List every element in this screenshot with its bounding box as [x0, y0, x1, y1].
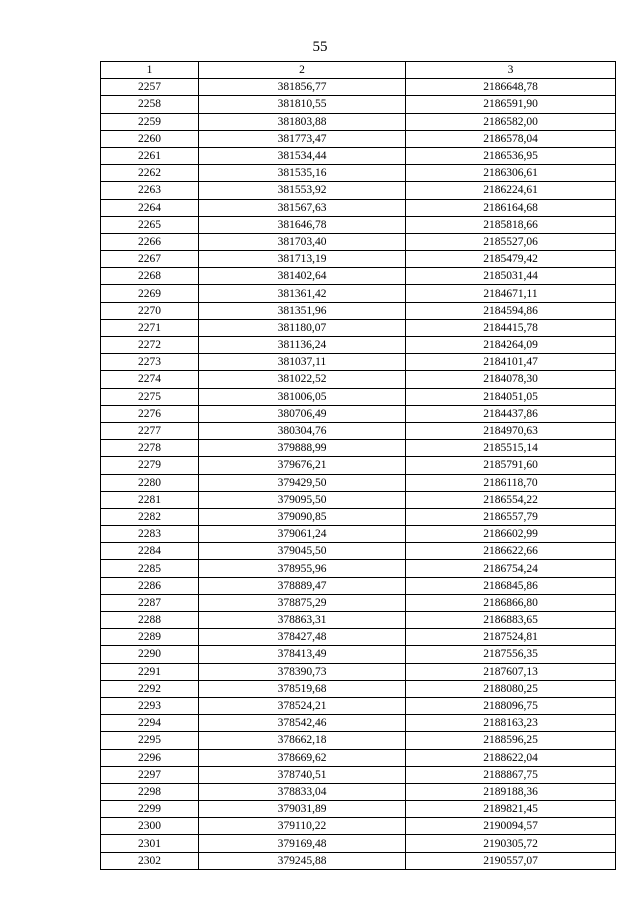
- x-coordinate-cell: 379031,89: [199, 801, 406, 818]
- x-coordinate-cell: 381136,24: [199, 337, 406, 354]
- table-row: [101, 852, 616, 869]
- table-row: [101, 474, 616, 491]
- x-coordinate-cell: 379095,50: [199, 491, 406, 508]
- point-number-cell: 2286: [101, 577, 199, 594]
- y-coordinate-cell: 2184264,09: [406, 337, 616, 354]
- x-coordinate-cell: 378669,62: [199, 749, 406, 766]
- y-coordinate-cell: 2184051,05: [406, 388, 616, 405]
- point-number-cell: 2293: [101, 697, 199, 714]
- point-number-cell: 2267: [101, 251, 199, 268]
- y-coordinate-cell: 2184671,11: [406, 285, 616, 302]
- table-row: [101, 715, 616, 732]
- table-row: [101, 371, 616, 388]
- table-row: [101, 526, 616, 543]
- table-row: [101, 422, 616, 439]
- table-row: [101, 697, 616, 714]
- y-coordinate-cell: 2186845,86: [406, 577, 616, 594]
- table-row: [101, 594, 616, 611]
- x-coordinate-cell: 381856,77: [199, 79, 406, 96]
- page-number: 55: [312, 39, 328, 55]
- point-number-cell: 2283: [101, 526, 199, 543]
- point-number-cell: 2265: [101, 216, 199, 233]
- x-coordinate-cell: 379429,50: [199, 474, 406, 491]
- table-row: [101, 96, 616, 113]
- point-number-cell: 2280: [101, 474, 199, 491]
- x-coordinate-cell: 381646,78: [199, 216, 406, 233]
- x-coordinate-cell: 379888,99: [199, 440, 406, 457]
- point-number-cell: 2290: [101, 646, 199, 663]
- x-coordinate-cell: 378413,49: [199, 646, 406, 663]
- x-coordinate-cell: 379245,88: [199, 852, 406, 869]
- table-row: [101, 629, 616, 646]
- y-coordinate-cell: 2186554,22: [406, 491, 616, 508]
- table-row: [101, 388, 616, 405]
- table-row: [101, 251, 616, 268]
- x-coordinate-cell: 381810,55: [199, 96, 406, 113]
- x-coordinate-cell: 381535,16: [199, 165, 406, 182]
- point-number-cell: 2263: [101, 182, 199, 199]
- point-number-cell: 2270: [101, 302, 199, 319]
- point-number-cell: 2296: [101, 749, 199, 766]
- y-coordinate-cell: 2186306,61: [406, 165, 616, 182]
- point-number-cell: 2272: [101, 337, 199, 354]
- table-body: [101, 79, 616, 870]
- table-row: [101, 766, 616, 783]
- table-row: [101, 440, 616, 457]
- point-number-cell: 2281: [101, 491, 199, 508]
- y-coordinate-cell: 2185791,60: [406, 457, 616, 474]
- y-coordinate-cell: 2190305,72: [406, 835, 616, 852]
- point-number-cell: 2260: [101, 130, 199, 147]
- x-coordinate-cell: 381180,07: [199, 319, 406, 336]
- point-number-cell: 2301: [101, 835, 199, 852]
- point-number-cell: 2266: [101, 233, 199, 250]
- table-row: [101, 543, 616, 560]
- x-coordinate-cell: 381703,40: [199, 233, 406, 250]
- table-row: [101, 147, 616, 164]
- point-number-cell: 2275: [101, 388, 199, 405]
- x-coordinate-cell: 381006,05: [199, 388, 406, 405]
- x-coordinate-cell: 379110,22: [199, 818, 406, 835]
- point-number-cell: 2297: [101, 766, 199, 783]
- point-number-cell: 2278: [101, 440, 199, 457]
- table-row: [101, 130, 616, 147]
- y-coordinate-cell: 2186883,65: [406, 612, 616, 629]
- point-number-cell: 2289: [101, 629, 199, 646]
- point-number-cell: 2276: [101, 405, 199, 422]
- x-coordinate-cell: 378519,68: [199, 680, 406, 697]
- point-number-cell: 2302: [101, 852, 199, 869]
- y-coordinate-cell: 2188096,75: [406, 697, 616, 714]
- point-number-cell: 2264: [101, 199, 199, 216]
- x-coordinate-cell: 381022,52: [199, 371, 406, 388]
- x-coordinate-cell: 381567,63: [199, 199, 406, 216]
- header-row: [101, 62, 616, 79]
- y-coordinate-cell: 2186582,00: [406, 113, 616, 130]
- table-row: [101, 113, 616, 130]
- table-row: [101, 680, 616, 697]
- x-coordinate-cell: 378955,96: [199, 560, 406, 577]
- table-row: [101, 801, 616, 818]
- x-coordinate-cell: 381553,92: [199, 182, 406, 199]
- point-number-cell: 2279: [101, 457, 199, 474]
- table-row: [101, 560, 616, 577]
- y-coordinate-cell: 2186602,99: [406, 526, 616, 543]
- point-number-cell: 2271: [101, 319, 199, 336]
- y-coordinate-cell: 2186536,95: [406, 147, 616, 164]
- point-number-cell: 2298: [101, 783, 199, 800]
- x-coordinate-cell: 378740,51: [199, 766, 406, 783]
- x-coordinate-cell: 378863,31: [199, 612, 406, 629]
- x-coordinate-cell: 381713,19: [199, 251, 406, 268]
- x-coordinate-cell: 381534,44: [199, 147, 406, 164]
- table-row: [101, 749, 616, 766]
- y-coordinate-cell: 2186754,24: [406, 560, 616, 577]
- x-coordinate-cell: 381361,42: [199, 285, 406, 302]
- x-coordinate-cell: 378390,73: [199, 663, 406, 680]
- point-number-cell: 2274: [101, 371, 199, 388]
- table-row: [101, 233, 616, 250]
- y-coordinate-cell: 2186164,68: [406, 199, 616, 216]
- x-coordinate-cell: 378662,18: [199, 732, 406, 749]
- table-row: [101, 732, 616, 749]
- y-coordinate-cell: 2184437,86: [406, 405, 616, 422]
- y-coordinate-cell: 2187607,13: [406, 663, 616, 680]
- x-coordinate-cell: 378875,29: [199, 594, 406, 611]
- table-row: [101, 818, 616, 835]
- table-row: [101, 302, 616, 319]
- table-row: [101, 79, 616, 96]
- y-coordinate-cell: 2186224,61: [406, 182, 616, 199]
- table-row: [101, 405, 616, 422]
- point-number-cell: 2291: [101, 663, 199, 680]
- y-coordinate-cell: 2184101,47: [406, 354, 616, 371]
- table-row: [101, 835, 616, 852]
- x-coordinate-cell: 381773,47: [199, 130, 406, 147]
- point-number-cell: 2287: [101, 594, 199, 611]
- table-row: [101, 577, 616, 594]
- x-coordinate-cell: 381351,96: [199, 302, 406, 319]
- x-coordinate-cell: 380706,49: [199, 405, 406, 422]
- y-coordinate-cell: 2188867,75: [406, 766, 616, 783]
- point-number-cell: 2269: [101, 285, 199, 302]
- x-coordinate-cell: 381037,11: [199, 354, 406, 371]
- y-coordinate-cell: 2186118,70: [406, 474, 616, 491]
- coordinates-table: [100, 61, 616, 870]
- point-number-cell: 2268: [101, 268, 199, 285]
- x-coordinate-cell: 378427,48: [199, 629, 406, 646]
- x-coordinate-cell: 378542,46: [199, 715, 406, 732]
- point-number-cell: 2259: [101, 113, 199, 130]
- y-coordinate-cell: 2185527,06: [406, 233, 616, 250]
- y-coordinate-cell: 2190557,07: [406, 852, 616, 869]
- column-header-2: 2: [199, 62, 406, 79]
- point-number-cell: 2277: [101, 422, 199, 439]
- point-number-cell: 2261: [101, 147, 199, 164]
- y-coordinate-cell: 2188163,23: [406, 715, 616, 732]
- y-coordinate-cell: 2186622,66: [406, 543, 616, 560]
- y-coordinate-cell: 2186578,04: [406, 130, 616, 147]
- y-coordinate-cell: 2189821,45: [406, 801, 616, 818]
- point-number-cell: 2294: [101, 715, 199, 732]
- table-row: [101, 319, 616, 336]
- y-coordinate-cell: 2186648,78: [406, 79, 616, 96]
- table-row: [101, 268, 616, 285]
- x-coordinate-cell: 378524,21: [199, 697, 406, 714]
- table-row: [101, 491, 616, 508]
- table-row: [101, 165, 616, 182]
- table-row: [101, 199, 616, 216]
- table-row: [101, 663, 616, 680]
- point-number-cell: 2284: [101, 543, 199, 560]
- point-number-cell: 2288: [101, 612, 199, 629]
- x-coordinate-cell: 379045,50: [199, 543, 406, 560]
- y-coordinate-cell: 2184594,86: [406, 302, 616, 319]
- x-coordinate-cell: 378833,04: [199, 783, 406, 800]
- y-coordinate-cell: 2187556,35: [406, 646, 616, 663]
- x-coordinate-cell: 381402,64: [199, 268, 406, 285]
- y-coordinate-cell: 2190094,57: [406, 818, 616, 835]
- x-coordinate-cell: 378889,47: [199, 577, 406, 594]
- point-number-cell: 2292: [101, 680, 199, 697]
- y-coordinate-cell: 2188622,04: [406, 749, 616, 766]
- y-coordinate-cell: 2185515,14: [406, 440, 616, 457]
- point-number-cell: 2257: [101, 79, 199, 96]
- point-number-cell: 2282: [101, 508, 199, 525]
- x-coordinate-cell: 381803,88: [199, 113, 406, 130]
- column-header-1: 1: [101, 62, 199, 79]
- x-coordinate-cell: 380304,76: [199, 422, 406, 439]
- y-coordinate-cell: 2188080,25: [406, 680, 616, 697]
- point-number-cell: 2258: [101, 96, 199, 113]
- table-row: [101, 457, 616, 474]
- y-coordinate-cell: 2186866,80: [406, 594, 616, 611]
- table-row: [101, 182, 616, 199]
- y-coordinate-cell: 2185031,44: [406, 268, 616, 285]
- point-number-cell: 2300: [101, 818, 199, 835]
- y-coordinate-cell: 2187524,81: [406, 629, 616, 646]
- table-row: [101, 285, 616, 302]
- table-row: [101, 612, 616, 629]
- table-row: [101, 646, 616, 663]
- x-coordinate-cell: 379090,85: [199, 508, 406, 525]
- y-coordinate-cell: 2186557,79: [406, 508, 616, 525]
- y-coordinate-cell: 2189188,36: [406, 783, 616, 800]
- y-coordinate-cell: 2184415,78: [406, 319, 616, 336]
- point-number-cell: 2262: [101, 165, 199, 182]
- y-coordinate-cell: 2184078,30: [406, 371, 616, 388]
- table-row: [101, 354, 616, 371]
- point-number-cell: 2299: [101, 801, 199, 818]
- x-coordinate-cell: 379676,21: [199, 457, 406, 474]
- x-coordinate-cell: 379061,24: [199, 526, 406, 543]
- point-number-cell: 2295: [101, 732, 199, 749]
- table-header: [101, 62, 616, 79]
- y-coordinate-cell: 2188596,25: [406, 732, 616, 749]
- x-coordinate-cell: 379169,48: [199, 835, 406, 852]
- table-row: [101, 508, 616, 525]
- y-coordinate-cell: 2184970,63: [406, 422, 616, 439]
- y-coordinate-cell: 2185818,66: [406, 216, 616, 233]
- column-header-3: 3: [406, 62, 616, 79]
- table-row: [101, 216, 616, 233]
- y-coordinate-cell: 2186591,90: [406, 96, 616, 113]
- table-row: [101, 337, 616, 354]
- point-number-cell: 2285: [101, 560, 199, 577]
- y-coordinate-cell: 2185479,42: [406, 251, 616, 268]
- table-row: [101, 783, 616, 800]
- point-number-cell: 2273: [101, 354, 199, 371]
